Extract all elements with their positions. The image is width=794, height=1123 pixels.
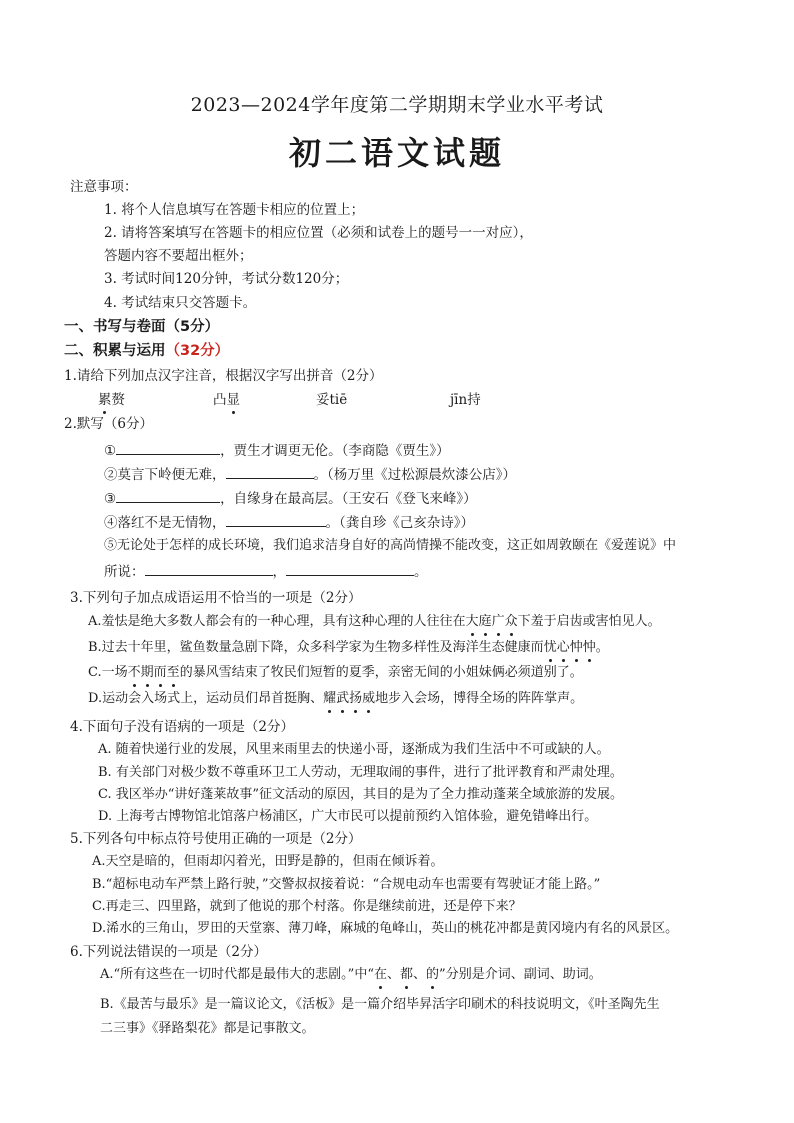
q5-option-a: A.天空是暗的，但雨却闪着光，田野是静的，但雨在倾诉着。 — [92, 854, 444, 869]
q3-c-pre: C.一场 — [88, 665, 128, 680]
emphasis-char: 不 — [127, 665, 141, 680]
q2-line-2-text: ②莫言下岭便无难， — [104, 467, 226, 483]
q2-blank-1[interactable] — [116, 440, 220, 455]
q5-option-b: B.“超标电动车严禁上路行驶，”交警叔叔接着说：“合规电动车也需要有驾驶证才能上路。” — [92, 877, 601, 892]
main-title: 初二语文试题 — [288, 134, 505, 172]
q6-a-word-3: 的 — [426, 967, 440, 982]
emphasis-char: 耀 — [323, 691, 337, 706]
q2-line-4-source: 。（龚自珍《己亥杂诗》） — [325, 515, 474, 531]
q4-option-c: C. 我区举办“讲好蓬莱故事”征文活动的原因，其目的是为了全力推动蓬莱全域旅游的发展。 — [98, 787, 624, 802]
q2-line-5-comma: ， — [272, 564, 286, 580]
q6-option-a — [100, 966, 602, 984]
emphasis-char: 心 — [556, 640, 570, 655]
emphasis-char: 庭 — [478, 614, 492, 629]
q2-line-2-source: 。（杨万里《过松源晨炊漆公店》） — [313, 467, 516, 483]
emphasis-char: 扬 — [349, 691, 363, 706]
q1-word-2 — [213, 391, 240, 409]
q4-option-b: B. 有关部门对极少数不尊重环卫工人劳动，无理取闹的事件，进行了批评教育和严肃处理。 — [98, 765, 623, 780]
q4-option-a: A. 随着快递行业的发展，风里来雨里去的快递小哥，逐渐成为我们生活中不可或缺的人。 — [98, 742, 610, 757]
note-1: 1. 将个人信息填写在答题卡相应的位置上； — [104, 202, 365, 218]
notes-heading: 注意事项： — [70, 179, 138, 195]
q2-line-1-num: ① — [104, 443, 117, 459]
q3-d-idiom — [323, 691, 375, 706]
section-1-title: 一、书写与卷面（5分） — [64, 319, 220, 335]
q3-b-idiom — [544, 640, 596, 655]
note-4: 4. 考试结束只交答题卡。 — [104, 295, 257, 311]
q2-blank-6[interactable] — [286, 561, 414, 576]
emphasis-char: 忡 — [582, 640, 596, 655]
q6-a-word-2: 都 — [400, 967, 414, 982]
emphasis-char: 至 — [166, 665, 180, 680]
q2-line-5-prefix: 所说： — [104, 564, 145, 580]
q5-stem: 5.下列各句中标点符号使用正确的一项是（2分） — [70, 831, 362, 847]
q2-stem: 2.默写（6分） — [64, 416, 153, 432]
q3-option-b — [88, 639, 609, 657]
emphasis-char: 威 — [362, 691, 376, 706]
q4-stem: 4.下面句子没有语病的一项是（2分） — [70, 719, 294, 735]
section-2-title — [64, 342, 229, 360]
q2-line-4 — [104, 512, 474, 532]
q6-stem: 6.下列说法错误的一项是（2分） — [70, 944, 267, 960]
q3-stem: 3.下列句子加点成语运用不恰当的一项是（2分） — [70, 590, 362, 606]
q5-option-d: D.浠水的三角山，罗田的天堂寨、薄刀峰，麻城的龟峰山，英山的桃花冲都是黄冈境内有名的风景区。 — [92, 921, 679, 936]
q3-b-pre: B.过去十年里，鲨鱼数量急剧下降，众多科学家为生物多样性及海洋生态健康而 — [88, 640, 544, 655]
exam-title: 2023—2024学年度第二学期期末学业水平考试 — [190, 94, 604, 116]
q2-line-5: ⑤无论处于怎样的成长环境，我们追求洁身自好的高尚情操不能改变，这正如周敦颐在《爱莲说》中 — [104, 538, 677, 553]
q6-option-b-cont: 二三事》《驿路梨花》都是记事散文。 — [100, 1021, 315, 1036]
q2-blank-5[interactable] — [145, 561, 273, 576]
section-2-label: 二、积累与运用 — [64, 343, 166, 359]
q1-word-1 — [98, 391, 125, 409]
q1-word-2a: 凸 — [213, 392, 227, 408]
q6-a-sep-1: 、 — [386, 967, 400, 982]
q2-line-3 — [104, 488, 477, 508]
q2-line-3-num: ③ — [104, 491, 117, 507]
emphasis-char: 武 — [336, 691, 350, 706]
emphasis-char: 忧 — [543, 640, 557, 655]
q3-c-idiom — [128, 665, 180, 680]
q3-option-c — [88, 664, 583, 682]
q2-line-5-period: 。 — [414, 564, 428, 580]
q2-line-3-text: ，自缘身在最高层。（王安石《登飞来峰》） — [220, 491, 477, 507]
q6-a-pre: A.“所有这些在一切时代都是最伟大的悲剧。”中“ — [100, 967, 374, 982]
q3-b-post: 。 — [595, 640, 609, 655]
q2-line-1-text: ，贾生才调更无伦。（李商隐《贾生》） — [220, 443, 450, 459]
note-2-cont: 答题内容不要超出框外； — [104, 248, 253, 264]
emphasis-char: 众 — [504, 614, 518, 629]
section-2-score: （32分） — [165, 343, 230, 359]
emphasis-char: 忡 — [569, 640, 583, 655]
q3-option-a — [88, 613, 661, 631]
q3-c-post: 的暴风雪结束了牧民们短暂的夏季，亲密无间的小姐妹俩必须道别了。 — [179, 665, 583, 680]
q1-word-4: jīn持 — [450, 392, 481, 408]
q1-word-3: 妥tiē — [316, 392, 348, 408]
q6-a-post: ”分别是介词、副词、助词。 — [439, 967, 602, 982]
q6-a-sep-2: 、 — [413, 967, 427, 982]
q5-option-c: C.再走三、四里路，就到了他说的那个村落。你是继续前进，还是停下来？ — [92, 899, 522, 914]
q3-a-idiom — [466, 614, 518, 629]
q6-a-word-1: 在 — [373, 967, 387, 982]
q2-line-1 — [104, 440, 450, 460]
q3-d-post: 地步入会场，博得全场的阵阵掌声。 — [375, 691, 584, 706]
q6-option-b: B.《最苦与最乐》是一篇议论文，《活板》是一篇介绍毕昇活字印刷术的科技说明文，《叶圣陶先生 — [100, 997, 660, 1012]
q1-stem: 1.请给下列加点汉字注音，根据汉字写出拼音（2分） — [64, 368, 383, 384]
q3-a-pre: A.羞怯是绝大多数人都会有的一种心理，具有这种心理的人往往在 — [88, 614, 466, 629]
q2-blank-2[interactable] — [226, 464, 314, 479]
q2-line-5-cont — [104, 561, 428, 581]
q3-d-pre: D.运动会入场式上，运动员们昂首挺胸、 — [88, 691, 324, 706]
q1-word-1b: 赘 — [111, 392, 125, 408]
emphasis-char: 期 — [140, 665, 154, 680]
q1-word-2b: 显 — [226, 392, 240, 408]
q2-line-2 — [104, 464, 516, 484]
q3-a-post: 下羞于启齿或害怕见人。 — [517, 614, 661, 629]
emphasis-char: 大 — [465, 614, 479, 629]
q4-option-d: D. 上海考古博物馆北馆落户杨浦区，广大市民可以提前预约入馆体验，避免错峰出行。 — [98, 809, 598, 824]
note-2: 2. 请将答案填写在答题卡的相应位置（必须和试卷上的题号一一对应）， — [104, 225, 533, 241]
q2-line-4-text: ④落红不是无情物， — [104, 515, 226, 531]
q3-option-d — [88, 690, 583, 708]
q2-blank-4[interactable] — [226, 512, 326, 527]
q1-word-1a: 累 — [98, 392, 112, 408]
note-3: 3. 考试时间120分钟，考试分数120分； — [104, 271, 349, 287]
emphasis-char: 而 — [153, 665, 167, 680]
q2-blank-3[interactable] — [116, 488, 220, 503]
emphasis-char: 广 — [491, 614, 505, 629]
